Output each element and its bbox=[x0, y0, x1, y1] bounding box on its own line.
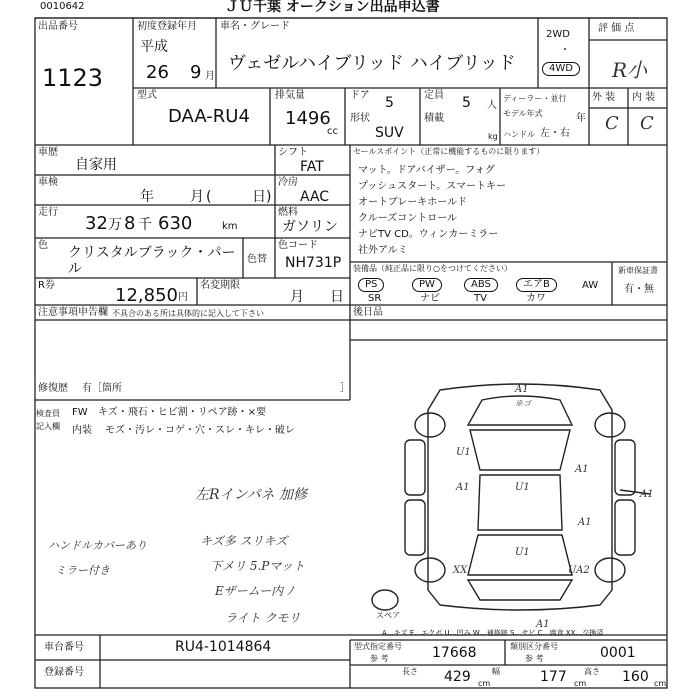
inspection-day: 日 bbox=[252, 189, 266, 205]
mark-1: A1 bbox=[515, 384, 529, 395]
note-left-1: ハンドルカバーあり bbox=[48, 539, 147, 552]
new-warranty-value: 有・無 bbox=[624, 284, 654, 295]
inspection-label: 車検 bbox=[38, 177, 58, 188]
ac-value: AAC bbox=[300, 189, 330, 205]
equip-leather: カワ bbox=[526, 293, 546, 304]
inspection-paren-close: ) bbox=[266, 189, 272, 205]
mark-5: A1 bbox=[456, 482, 470, 493]
handle-label: ハンドル bbox=[503, 130, 535, 139]
car-diagram bbox=[372, 384, 650, 610]
height-value: 160 bbox=[622, 669, 649, 685]
mark-4: U1 bbox=[515, 482, 530, 493]
fw-label: FW bbox=[72, 407, 88, 418]
shape-label: 形状 bbox=[350, 113, 370, 124]
inspector-label-1: 検査員 bbox=[36, 409, 60, 418]
history-label: 車歴 bbox=[38, 147, 58, 158]
inspection-year: 年 bbox=[140, 189, 154, 205]
drive-dot: ・ bbox=[560, 45, 570, 56]
equip-pw: PW bbox=[412, 278, 442, 292]
inspection-paren-open: ( bbox=[206, 189, 212, 205]
equip-tv: TV bbox=[474, 293, 487, 304]
ac-label: 冷房 bbox=[278, 177, 298, 188]
chassis-label: 車台番号 bbox=[44, 642, 84, 653]
note-5: ライト クモリ bbox=[225, 611, 301, 625]
lot-number: 1123 bbox=[42, 64, 104, 92]
sales-point-4: クルーズコントロール bbox=[358, 213, 457, 224]
notes-label: 注意事項申告欄 bbox=[38, 307, 108, 318]
mark-3: U1 bbox=[456, 447, 471, 458]
note-3: 下メリ 5.Pマット bbox=[210, 559, 305, 573]
mark-8: A1 bbox=[578, 517, 592, 528]
color-code-value: NH731P bbox=[285, 255, 342, 271]
repair-value: 有［箇所 bbox=[82, 383, 122, 394]
mark-7: A1 bbox=[640, 489, 654, 500]
mileage-unit: km bbox=[222, 221, 238, 232]
model-label: 型式 bbox=[137, 90, 157, 101]
designation-value: 17668 bbox=[432, 645, 477, 661]
grade-value: R小 bbox=[612, 58, 648, 82]
chassis-value: RU4-1014864 bbox=[175, 639, 272, 655]
note-4: Eザームー内 ﾉ bbox=[215, 584, 293, 598]
fuel-value: ガソリン bbox=[282, 219, 338, 235]
recycle-value: 12,850 bbox=[115, 285, 178, 306]
car-name-label: 車名・グレード bbox=[220, 21, 290, 32]
sales-point-2: プッシュスタート。スマートキー bbox=[358, 181, 506, 192]
doors-label: ドア bbox=[350, 90, 370, 101]
mileage-man-unit: 万 bbox=[108, 217, 122, 233]
interior-grade: C bbox=[640, 113, 654, 134]
color-change-label: 色替 bbox=[247, 254, 267, 265]
capacity-value: 5 bbox=[462, 95, 471, 111]
recycle-unit: 円 bbox=[178, 292, 188, 303]
first-reg-month: 9 bbox=[190, 62, 202, 83]
sales-point-3: オートブレーキホールド bbox=[358, 197, 468, 208]
model-value: DAA-RU4 bbox=[168, 106, 250, 127]
doors-value: 5 bbox=[385, 95, 394, 111]
width-label: 幅 bbox=[492, 667, 500, 676]
first-reg-label: 初度登録年月 bbox=[137, 21, 197, 32]
rear-items-label: 後日品 bbox=[353, 307, 383, 318]
form-title: ＪＵ千葉 オークション出品申込書 bbox=[225, 0, 440, 15]
name-change-day: 日 bbox=[330, 289, 344, 305]
mark-9: XX bbox=[453, 565, 468, 576]
displacement-label: 排気量 bbox=[275, 90, 305, 101]
width-unit: cm bbox=[574, 679, 587, 688]
color-code-label: 色コード bbox=[278, 240, 318, 251]
sales-points-label: セールスポイント（正常に機能するものに限ります） bbox=[353, 147, 545, 156]
recycle-label: R券 bbox=[38, 280, 55, 291]
sales-point-1: マット。ドアバイザー。フォグ bbox=[358, 165, 495, 176]
registration-label: 登録番号 bbox=[44, 667, 84, 678]
capacity-unit: 人 bbox=[487, 100, 497, 111]
handle-value: 左・右 bbox=[540, 128, 570, 139]
inspection-month: 月 bbox=[190, 189, 204, 205]
shift-value: FAT bbox=[300, 159, 324, 175]
equip-ps: PS bbox=[358, 278, 384, 292]
designation-label: 型式指定番号 bbox=[354, 642, 402, 651]
width-value: 177 bbox=[540, 669, 567, 685]
note-2: キズ多 スリキズ bbox=[200, 534, 288, 548]
equip-aw: AW bbox=[582, 280, 599, 291]
sales-point-6: 社外アルミ bbox=[358, 245, 408, 256]
interior-items: モズ・汚レ・コゲ・穴・スレ・キレ・破レ bbox=[105, 425, 295, 436]
model-year-label: モデル年式 bbox=[503, 109, 543, 118]
color-value-2: ル bbox=[68, 261, 82, 277]
height-unit: cm bbox=[654, 679, 667, 688]
category-value: 0001 bbox=[600, 645, 636, 661]
equipment-label: 装備品（純正品に限り○をつけてください） bbox=[353, 264, 512, 273]
color-label: 色 bbox=[38, 240, 48, 251]
exterior-label: 外 装 bbox=[592, 92, 616, 103]
sales-point-5: ナビTV CD。ウィンカーミラー bbox=[358, 229, 499, 240]
category-label: 類別区分番号 bbox=[510, 642, 558, 651]
mark-6: A1 bbox=[575, 464, 589, 475]
length-value: 429 bbox=[444, 669, 471, 685]
drive-4wd: 4WD bbox=[542, 62, 580, 76]
model-year-unit: 年 bbox=[576, 113, 586, 124]
mark-11: A1 bbox=[536, 619, 550, 630]
mileage-man: 32 bbox=[85, 213, 108, 234]
inspector-label-2: 記入欄 bbox=[36, 422, 60, 431]
length-unit: cm bbox=[478, 679, 491, 688]
car-name-value: ヴェゼルハイブリッド ハイブリッド bbox=[228, 53, 516, 74]
fuel-label: 燃料 bbox=[278, 207, 298, 218]
load-label: 積載 bbox=[424, 113, 444, 124]
mileage-label: 走行 bbox=[38, 207, 58, 218]
first-reg-year: 26 bbox=[146, 62, 169, 83]
name-change-label: 名変期限 bbox=[200, 280, 240, 291]
displacement-unit: cc bbox=[327, 126, 338, 137]
exterior-grade: C bbox=[605, 113, 619, 134]
lot-label: 出品番号 bbox=[38, 21, 78, 32]
history-value: 自家用 bbox=[75, 157, 117, 173]
drive-2wd: 2WD bbox=[546, 29, 570, 40]
notes-sub: 不具合のある所は具体的に記入して下さい bbox=[112, 309, 264, 318]
equip-sr: SR bbox=[368, 293, 382, 304]
mark-2: ※ゴ bbox=[515, 399, 531, 408]
dealer-label: ディーラー・並行 bbox=[503, 94, 567, 103]
mark-12: U1 bbox=[515, 547, 530, 558]
repair-close: ］ bbox=[340, 383, 350, 394]
doc-number: 0010642 bbox=[40, 1, 85, 12]
shape-value: SUV bbox=[375, 125, 404, 141]
length-label: 長さ bbox=[402, 667, 418, 676]
repair-label: 修復歴 bbox=[38, 383, 68, 394]
first-reg-era: 平成 bbox=[140, 39, 168, 55]
interior-label: 内 装 bbox=[632, 92, 656, 103]
note-left-2: ミラー付き bbox=[55, 564, 110, 577]
displacement-value: 1496 bbox=[285, 108, 331, 129]
mileage-rest: 630 bbox=[158, 213, 193, 234]
name-change-month: 月 bbox=[290, 289, 304, 305]
capacity-label: 定員 bbox=[424, 90, 444, 101]
grade-label: 評 価 点 bbox=[598, 23, 635, 34]
category-sub: 参 考 bbox=[525, 654, 544, 663]
new-warranty-label: 新車保証書 bbox=[618, 266, 658, 275]
mileage-sen: 8 bbox=[124, 213, 136, 234]
spare-label: スペア bbox=[376, 611, 400, 620]
equip-abs: ABS bbox=[464, 278, 498, 292]
equip-airbag: エアB bbox=[516, 278, 557, 292]
equip-navi: ナビ bbox=[420, 293, 440, 304]
height-label: 高さ bbox=[584, 667, 600, 676]
interior-items-label: 内装 bbox=[72, 425, 92, 436]
fw-items: キズ・飛石・ヒビ割・リペア跡・×要 bbox=[98, 407, 266, 418]
note-1: 左Rインパネ 加修 bbox=[195, 487, 308, 503]
designation-sub: 参 考 bbox=[370, 654, 389, 663]
mark-10: UA2 bbox=[568, 565, 590, 576]
color-value-1: クリスタルブラック・パー bbox=[68, 245, 236, 261]
shift-label: シフト bbox=[278, 147, 308, 158]
damage-legend: A…キズ E…エクボ U…凹み W…補修跡 S…サビ C…腐食 XX…交換済 bbox=[382, 629, 604, 637]
mileage-sen-unit: 千 bbox=[138, 217, 152, 233]
month-unit: 月 bbox=[205, 71, 215, 82]
load-unit: kg bbox=[488, 132, 498, 141]
